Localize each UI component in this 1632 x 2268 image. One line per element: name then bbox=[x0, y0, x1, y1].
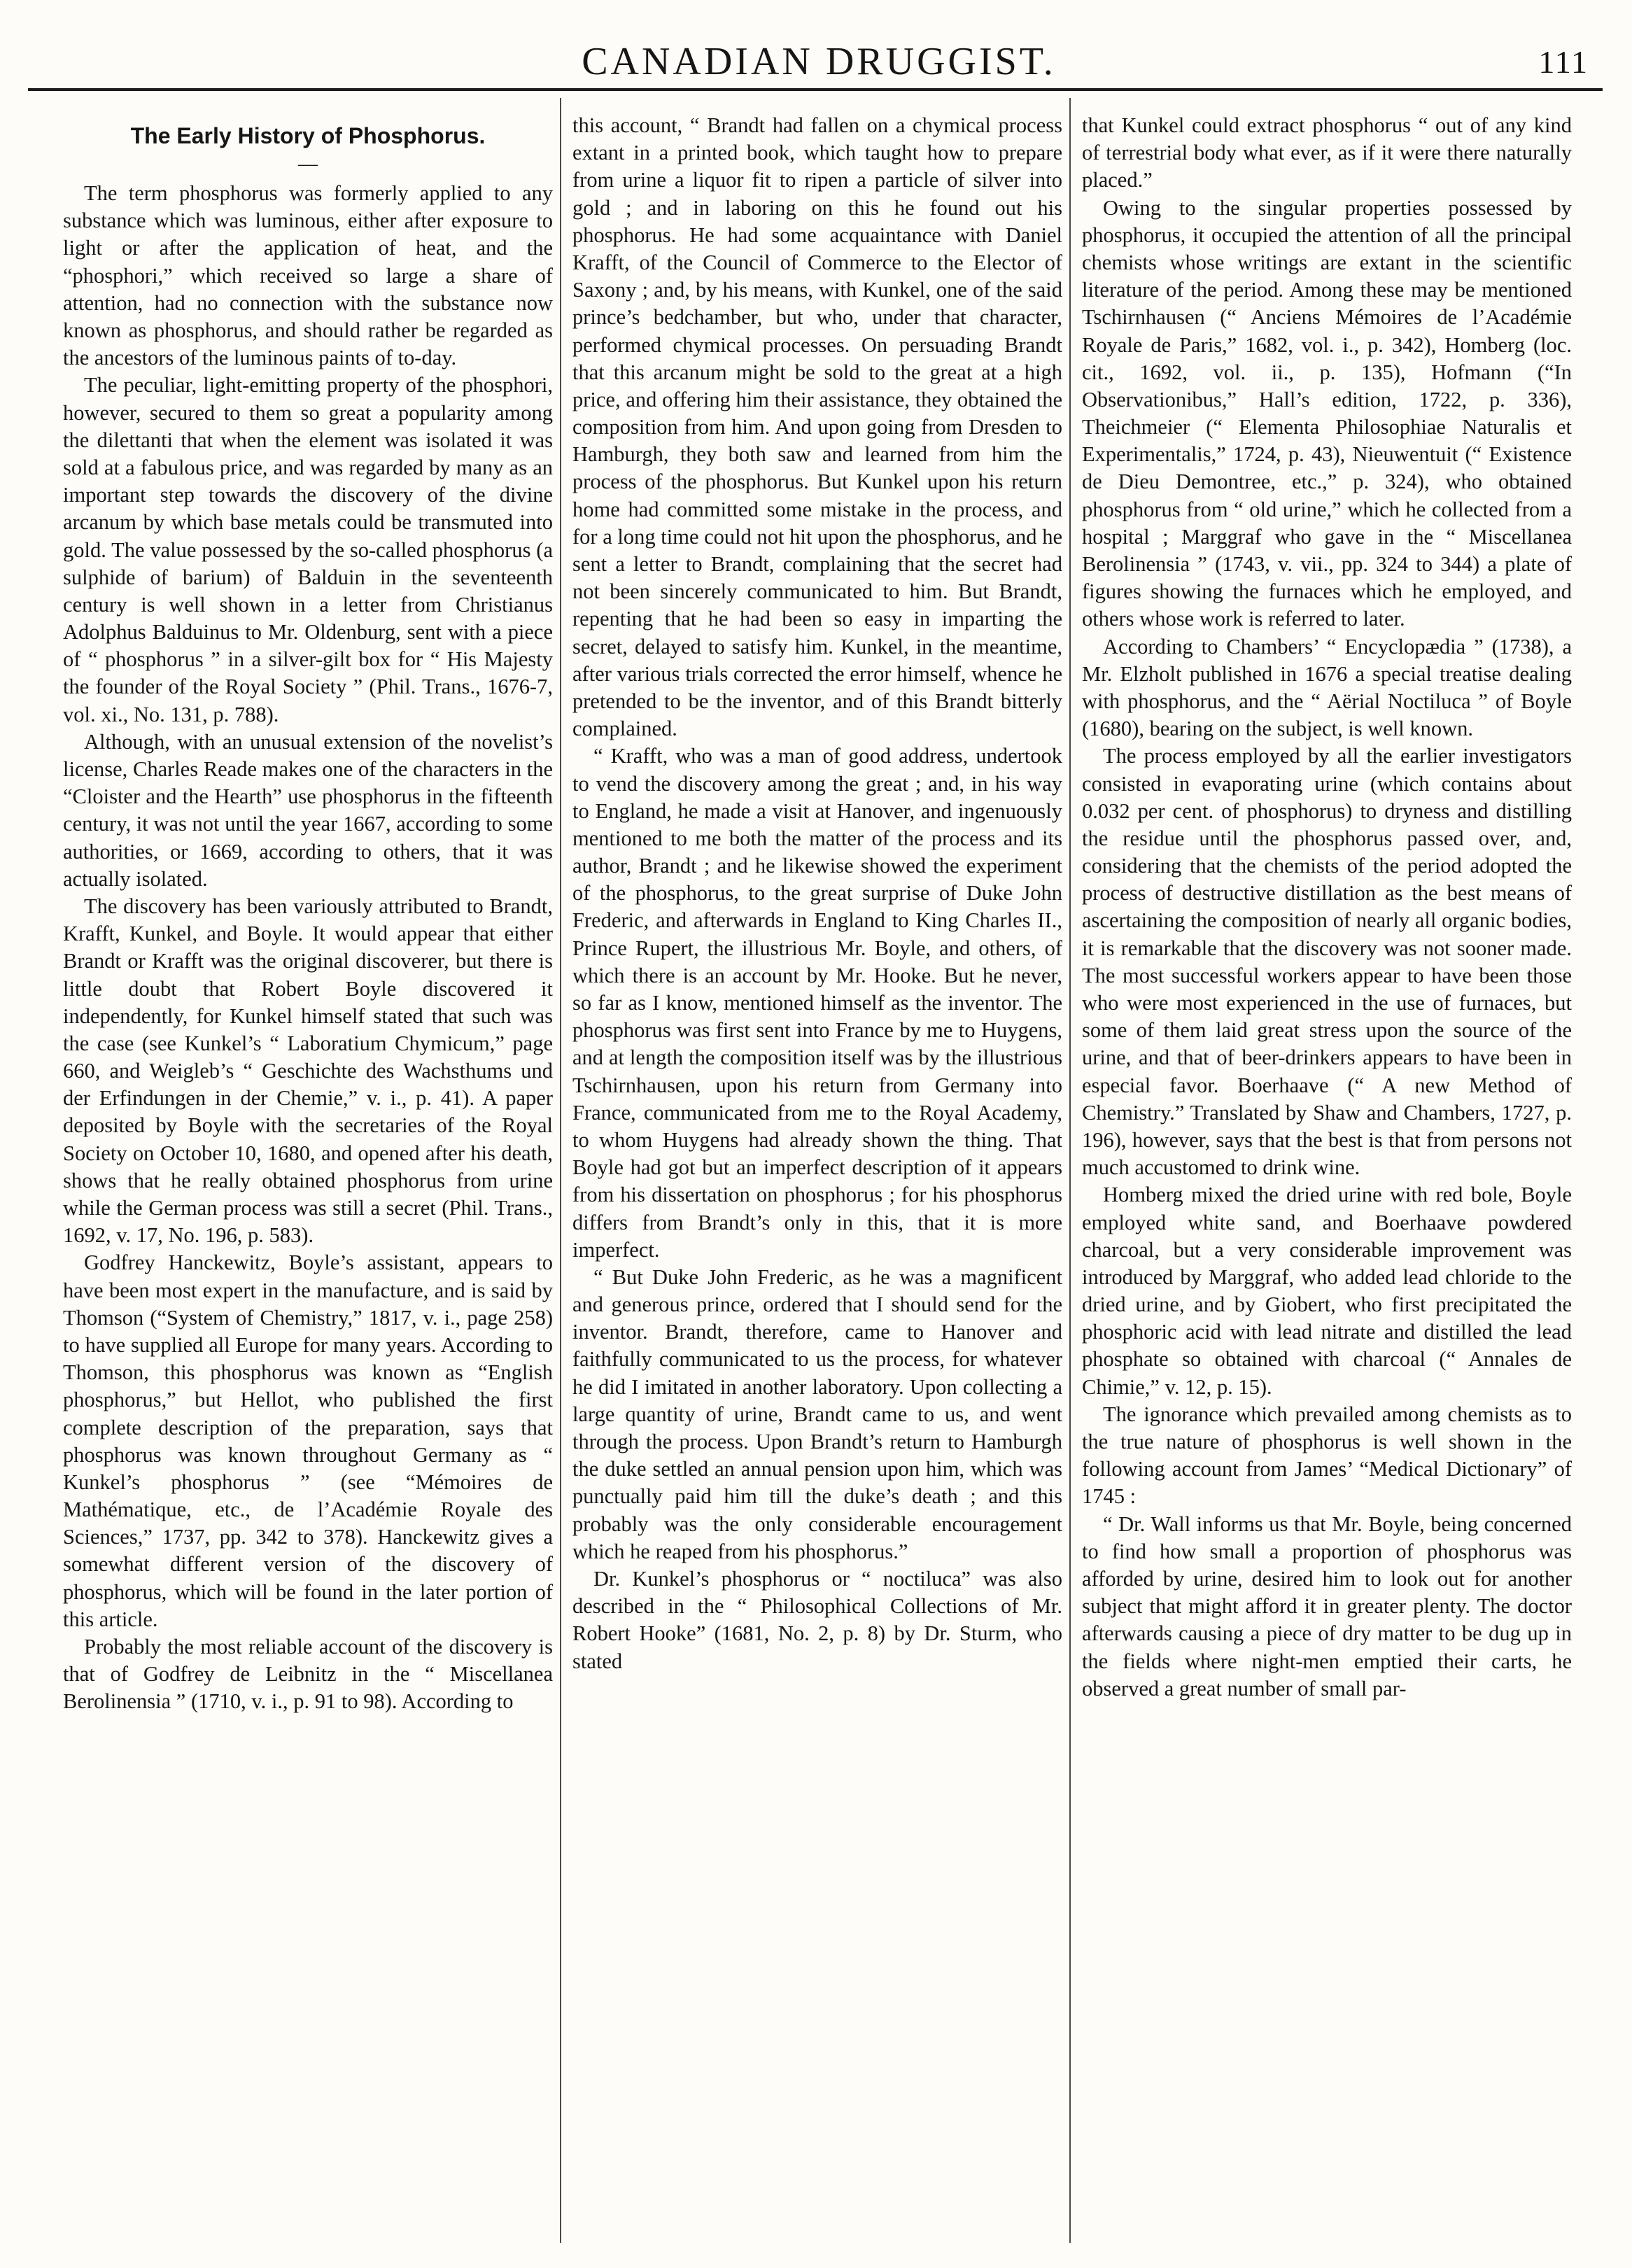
text-column-1 bbox=[63, 112, 553, 2253]
paragraph: The discovery has been variously attributed to Brandt, Krafft, Kunkel, and Boyle. It would appear that either Brandt or Krafft was the original discoverer, but there is little doubt that Robert Boyle discovered it independently, for Kunkel himself stated that such was the case (see Kunkel’s “ Laboratium Chymicum,” page 660, and Weigleb’s “ Geschichte des Wachsthums und der Erfindungen in der Chemie,” v. i., p. 41). A paper deposited by Boyle with the secretaries of the Royal Society on October 10, 1680, and opened after his death, shows that he really obtained phosphorus from urine while the German process was still a secret (Phil. Trans., 1692, v. 17, No. 196, p. 583). bbox=[63, 894, 553, 1248]
paragraph: The term phosphorus was formerly applied to any substance which was luminous, either after exposure to light or after the application of heat, and the “phosphori,” which received so large a share of attention, had no connection with the substance now known as phosphorus, and should rather be regarded as the ancestors of the luminous paints of to-day. bbox=[63, 181, 553, 370]
paragraph: According to Chambers’ “ Encyclopædia ” (1738), a Mr. Elzholt published in 1676 a special treatise dealing with phosphorus, and the “ Aërial Noctiluca ” of Boyle (1680), bearing on the subject, is well known. bbox=[1082, 634, 1572, 741]
paragraph: Homberg mixed the dried urine with red bole, Boyle employed white sand, and Boerhaave powdered charcoal, but a very considerable improvement was introduced by Marggraf, who added lead chloride to the dried urine, and by Giobert, who first precipitated the phosphoric acid with lead nitrate and distilled the lead phosphate so obtained with charcoal (“ Annales de Chimie,” v. 12, p. 15). bbox=[1082, 1183, 1572, 1399]
text-column-3 bbox=[1082, 112, 1572, 2253]
header-rule bbox=[28, 88, 1603, 91]
paragraph: Owing to the singular properties possessed by phosphorus, it occupied the attention of all the principal chemists whose writings are extant in the scientific literature of the period. Among these may be mentioned Tschirnhausen (“ Anciens Mémoires de l’Académie Royale de Paris,” 1682, vol. i., p. 342), Homberg (loc. cit., 1692, vol. ii., p. 135), Hofmann (“In Observationibus,” Hall’s edition, 1722, p. 336), Theichmeier (“ Elementa Philosophiae Naturalis et Experimentalis,” 1724, p. 43), Nieuwentuit (“ Existence de Dieu Demontree, etc.,” p. 324), who obtained phosphorus from “ old urine,” which he collected from a hospital ; Marggraf who gave in the “ Miscellanea Berolinensia ” (1743, v. vii., pp. 324 to 344) a plate of figures showing the furnaces which he employed, and others whose work is referred to later. bbox=[1082, 195, 1572, 631]
column-divider-2 bbox=[1069, 98, 1071, 2243]
paragraph: “ But Duke John Frederic, as he was a magnificent and generous prince, ordered that I should send for the inventor. Brandt, therefore, came to Hanover and faithfully communicated to us the process, for whatever he did I imitated in another laboratory. Upon collecting a large quantity of urine, Brandt came to us, and went through the process. Upon Brandt’s return to Hamburgh the duke settled an annual pension upon him, which was punctually paid him till the duke’s death ; and this probably was the only considerable encouragement which he reaped from his phosphorus.” bbox=[572, 1265, 1062, 1563]
paragraph: Probably the most reliable account of the discovery is that of Godfrey de Leibnitz in the “ Miscellanea Berolinensia ” (1710, v. i., p. 91 to 98). According to bbox=[63, 1635, 553, 1714]
paragraph: The process employed by all the earlier investigators consisted in evaporating urine (which contains about 0.032 per cent. of phosphorus) to dryness and distilling the residue until the phosphorus passed over, and, considering that the chemists of the period adopted the process of destructive distillation as the best means of ascertaining the composition of nearly all organic bodies, it is remarkable that the discovery was not sooner made. The most successful workers appear to have been those who were most experienced in the use of furnaces, but some of them laid great stress upon the source of the urine, and that of beer-drinkers appears to have been in especial favor. Boerhaave (“ A new Method of Chemistry.” Translated by Shaw and Chambers, 1727, p. 196), however, says that the best is that from persons not much accustomed to drink wine. bbox=[1082, 744, 1572, 1180]
paragraph: “ Dr. Wall informs us that Mr. Boyle, being concerned to find how small a proportion of phosphorus was afforded by urine, desired him to look out for another subject that might afford it in greater plenty. The doctor afterwards causing a piece of dry matter to be dug up in the fields where night-men emptied their carts, he observed a great number of small par- bbox=[1082, 1512, 1572, 1700]
paragraph: The peculiar, light-emitting property of the phosphori, however, secured to them so great a popularity among the dilettanti that when the element was isolated it was sold at a fabulous price, and was regarded by many as an important step towards the discovery of the divine arcanum by which base metals could be transmuted into gold. The value possessed by the so-called phosphorus (a sulphide of barium) of Balduin in the seventeenth century is well shown in a letter from Christianus Adolphus Balduinus to Mr. Oldenburg, sent with a piece of “ phosphorus ” in a silver-gilt box for “ His Majesty the founder of the Royal Society ” (Phil. Trans., 1676-7, vol. xi., No. 131, p. 788). bbox=[63, 373, 553, 726]
journal-title: CANADIAN DRUGGIST. bbox=[582, 40, 1056, 83]
text-column-2 bbox=[572, 112, 1062, 2253]
page-header bbox=[49, 24, 1589, 88]
title-separator: — bbox=[298, 153, 318, 176]
paragraph-continued: that Kunkel could extract phosphorus “ out of any kind of terrestrial body what ever, as if it were there naturally placed.” bbox=[1082, 113, 1572, 192]
paragraph: The ignorance which prevailed among chemists as to the true nature of phosphorus is well shown in the following account from James’ “Medical Dictionary” of 1745 : bbox=[1082, 1402, 1572, 1509]
page-number: 111 bbox=[1538, 44, 1589, 80]
paragraph: Godfrey Hanckewitz, Boyle’s assistant, appears to have been most expert in the manufacture, and is said by Thomson (“System of Chemistry,” 1817, v. i., page 258) to have supplied all Europe for many years. According to Thomson, this phosphorus was known as “English phosphorus,” but Hellot, who published the first complete description of the preparation, says that phosphorus was known throughout Germany as “ Kunkel’s phosphorus ” (see “Mémoires de Mathématique, etc., de l’Académie Royale des Sciences,” 1737, pp. 342 to 378). Hanckewitz gives a somewhat different version of the discovery of phosphorus, which will be found in the later portion of this article. bbox=[63, 1251, 553, 1631]
paragraph-continued: this account, “ Brandt had fallen on a chymical process extant in a printed book, which taught how to prepare from urine a liquor fit to ripen a particle of silver into gold ; and in laboring on this he found out his phosphorus. He had some acquaintance with Daniel Krafft, of the Council of Commerce to the Elector of Saxony ; and, by his means, with Kunkel, one of the said prince’s bedchamber, but who, under that character, performed chymical processes. On persuading Brandt that this arcanum might be sold to the great at a high price, and offering him their assistance, they obtained the composition from him. And upon going from Dresden to Hamburgh, they both saw and learned from him the process of the phosphorus. But Kunkel upon his return home had committed some mistake in the process, and for a long time could not hit upon the phosphorus, and he sent a letter to Brandt, complaining that the secret had not been sincerely communicated to him. But Brandt, repenting that he had been so easy in imparting the secret, delayed to satisfy him. Kunkel, in the meantime, after various trials corrected the error himself, whence he pretended to be the inventor, and of this Brandt bitterly complained. bbox=[572, 113, 1062, 741]
paragraph: “ Krafft, who was a man of good address, undertook to vend the discovery among the great ; and, in his way to England, he made a visit at Hanover, and ingenuously mentioned to me both the matter of the process and its author, Brandt ; and he likewise showed the experiment of the phosphorus, to the great surprise of Duke John Frederic, and afterwards in England to King Charles II., Prince Rupert, the illustrious Mr. Boyle, and others, of which there is an account by Mr. Hooke. But he never, so far as I know, mentioned himself as the inventor. The phosphorus was first sent into France by me to Huygens, and at length the composition itself was by the illustrious Tschirnhausen, upon his return from Germany into France, communicated from me to the Royal Academy, to whom Huygens had already shown the thing. That Boyle had got but an imperfect description of it appears from his dissertation on phosphorus ; for his phosphorus differs from Brandt’s only in this, that it is more imperfect. bbox=[572, 744, 1062, 1262]
paragraph: Dr. Kunkel’s phosphorus or “ noctiluca” was also described in the “ Philosophical Collections of Mr. Robert Hooke” (1681, No. 2, p. 8) by Dr. Sturm, who stated bbox=[572, 1566, 1062, 1673]
paragraph: Although, with an unusual extension of the novelist’s license, Charles Reade makes one of the characters in the “Cloister and the Hearth” use phosphorus in the fifteenth century, it was not until the year 1667, according to some authorities, or 1669, according to others, that it was actually isolated. bbox=[63, 729, 553, 891]
article-title: The Early History of Phosphorus. bbox=[130, 123, 486, 148]
column-divider-1 bbox=[560, 98, 561, 2243]
